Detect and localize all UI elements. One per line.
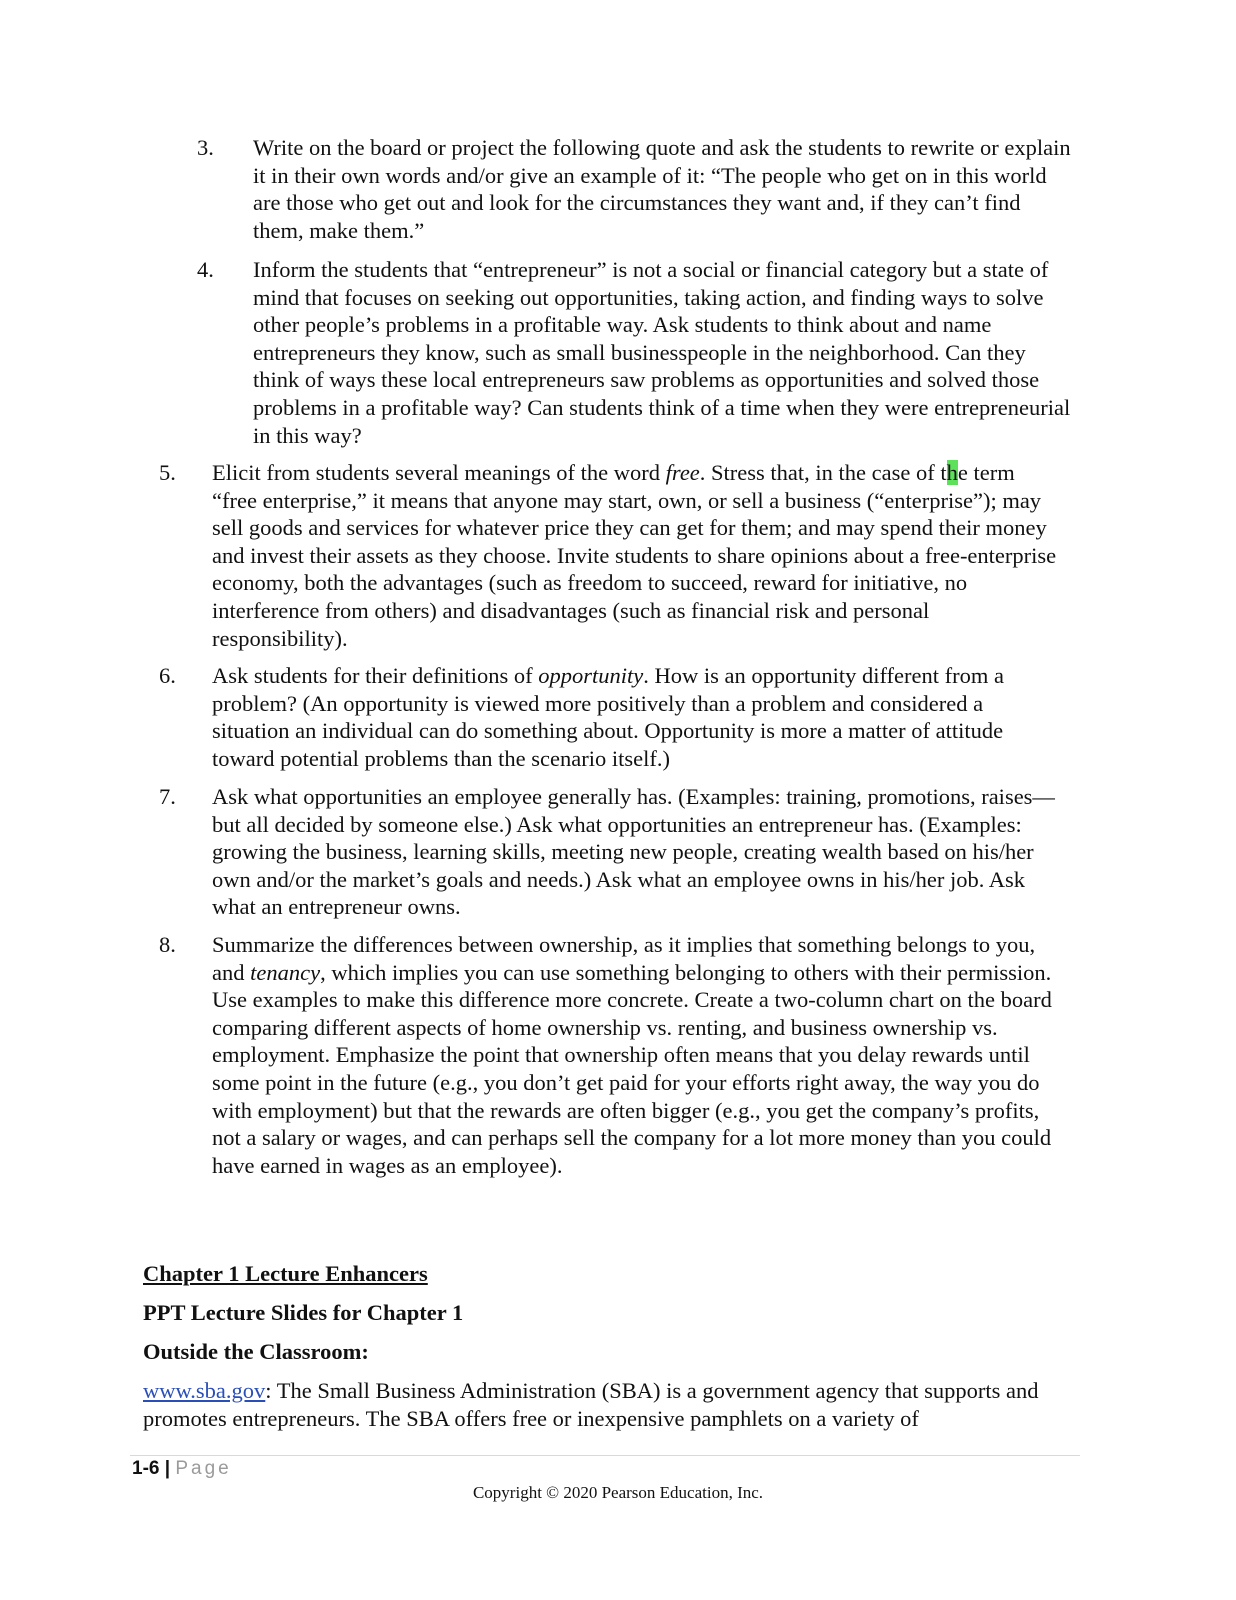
- sba-paragraph: [143, 1377, 1073, 1432]
- list-item-number: 5.: [159, 460, 176, 485]
- list-item-text: Write on the board or project the following quote and ask the students to rewrite or explain it in their own words and/or give an example of it: “The people who get on in this world are those who get out and look for the circumstances they want and, if they can’t find them, make them.”: [253, 135, 1071, 243]
- emphasis-free: free: [665, 460, 700, 485]
- emphasis-tenancy: tenancy: [250, 959, 321, 985]
- list-item-text: Ask students for their definitions of opportunity. How is an opportunity different from a problem? (An opportunity is viewed more positively than a problem and considered a situation an individual can do something about. Opportunity is more a matter of attitude toward potential problems than the scenario itself.): [212, 663, 1004, 771]
- text-cursor-highlight: h: [946, 460, 958, 485]
- page-number: 1-6: [132, 1458, 160, 1479]
- footer-divider: [130, 1455, 1080, 1456]
- list-item-number: 8.: [159, 932, 176, 957]
- sba-link[interactable]: www.sba.gov: [143, 1378, 266, 1403]
- list-item-number: 4.: [197, 257, 214, 282]
- emphasis-opportunity: opportunity: [538, 663, 644, 688]
- list-item-number: 6.: [159, 663, 176, 688]
- list-item-text: Inform the students that “entrepreneur” is not a social or financial category but a state of mind that focuses on seeking out opportunities, taking action, and finding ways to solve other people’s problems in a profitable way. Ask students to think about and name entrepreneurs they know, such as small businesspeople in the neighborhood. Can they think of ways these local entrepreneurs saw problems as opportunities and solved those problems in a profitable way? Can students think of a time when they were entrepreneurial in this way?: [253, 257, 1071, 448]
- footer-page-label: [132, 1458, 232, 1480]
- heading-ppt-slides: PPT Lecture Slides for Chapter 1: [143, 1300, 464, 1325]
- page-word: Page: [175, 1458, 232, 1479]
- sba-description: : The Small Business Administration (SBA) is a government agency that supports and promotes entrepreneurs. The SBA offers free or inexpensive pamphlets on a variety of: [143, 1378, 1039, 1431]
- list-item-text: Summarize the differences between ownership, as it implies that something belongs to you, and tenancy, which implies you can use something belonging to others with their permission. Use examples to make this difference more concrete. Create a two-column chart on the board comparing different aspects of home ownership vs. renting, and business ownership vs. employment. Emphasize the point that ownership often means that you delay rewards until some point in the future (e.g., you don’t get paid for your efforts right away, the way you do with employment) but that the rewards are often bigger (e.g., you get the company’s profits, not a salary or wages, and can perhaps sell the company for a lot more money than you could have earned in wages as an employee).: [212, 932, 1052, 1178]
- page-separator: |: [164, 1458, 171, 1479]
- list-item-number: 3.: [197, 135, 214, 160]
- list-item-number: 7.: [159, 784, 176, 809]
- heading-outside-classroom: Outside the Classroom:: [143, 1339, 369, 1364]
- heading-lecture-enhancers: Chapter 1 Lecture Enhancers: [143, 1261, 428, 1286]
- list-item-text: Ask what opportunities an employee generally has. (Examples: training, promotions, raises—but all decided by someone else.) Ask what opportunities an entrepreneur has. (Examples: growing the business, learning skills, meeting new people, creating wealth based on his/her own and/or the market’s goals and needs.) Ask what an employee owns in his/her job. Ask what an entrepreneur owns.: [212, 784, 1055, 920]
- copyright-notice: Copyright © 2020 Pearson Education, Inc.: [472, 1483, 764, 1502]
- list-item-text: Elicit from students several meanings of the word free. Stress that, in the case of the term “free enterprise,” it means that anyone may start, own, or sell a business (“enterprise”); may sell goods and services for whatever price they can get for them; and may spend their money and invest their assets as they choose. Invite students to share opinions about a free-enterprise economy, both the advantages (such as freedom to succeed, reward for initiative, no interference from others) and disadvantages (such as financial risk and personal responsibility).: [212, 460, 1057, 651]
